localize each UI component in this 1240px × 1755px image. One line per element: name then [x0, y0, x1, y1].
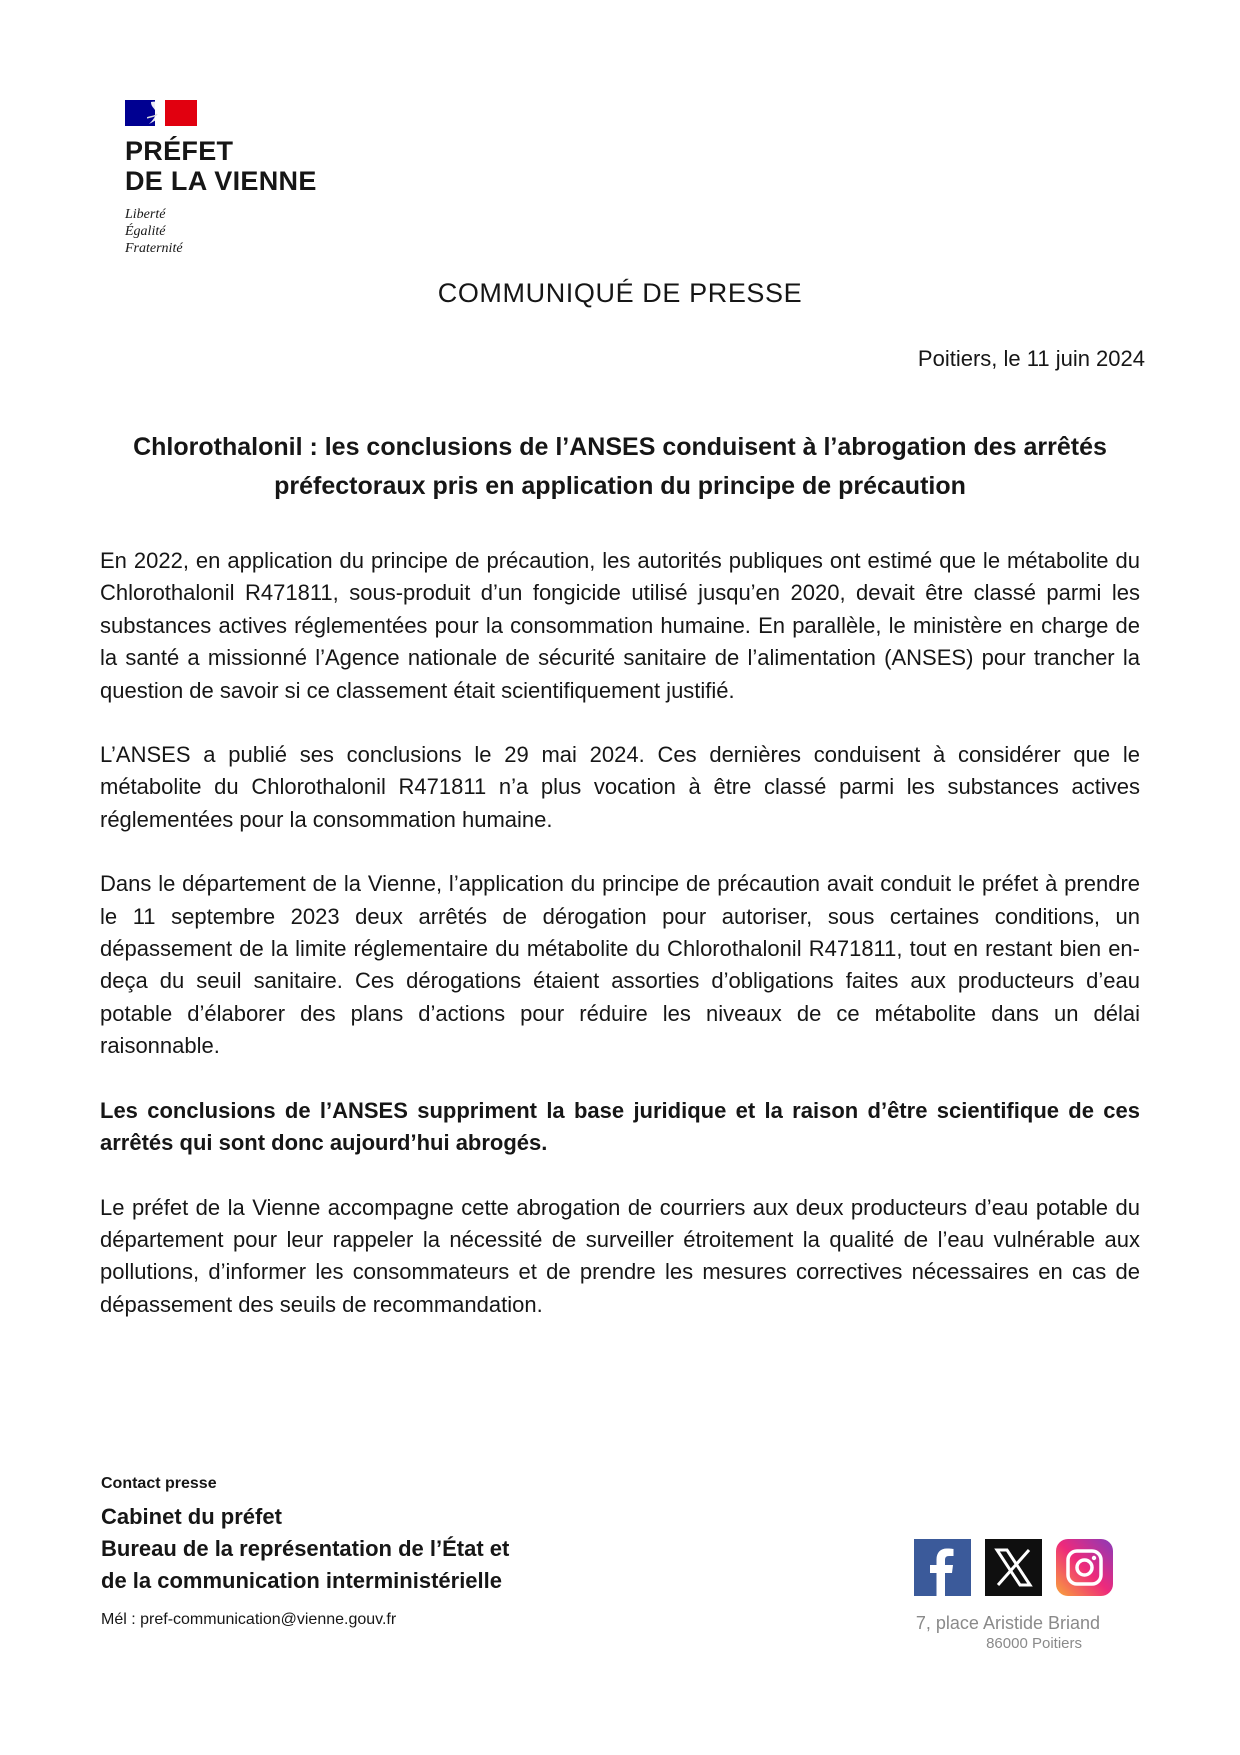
social-links	[914, 1539, 1113, 1596]
motto	[125, 206, 325, 257]
press-release-body	[100, 545, 1140, 1353]
logo-line-1: PRÉFET	[125, 136, 234, 166]
x-icon[interactable]	[985, 1539, 1042, 1596]
contact-line-3: de la communication interministérielle	[101, 1568, 502, 1593]
contact-line-1: Cabinet du préfet	[101, 1504, 282, 1529]
paragraph-4-highlight: Les conclusions de l’ANSES suppriment la base juridique et la raison d’être scientifique de ces arrêtés qui sont donc aujourd’hui abrogés.	[100, 1097, 1140, 1156]
contact-label: Contact presse	[101, 1475, 217, 1492]
motto-fraternite: Fraternité	[125, 241, 183, 256]
address-street: 7, place Aristide Briand	[915, 1613, 1100, 1633]
paragraph-1: En 2022, en application du principe de précaution, les autorités publiques ont estimé que le métabolite du Chlorothalonil R471811, sous-produit d’un fongicide utilisé jusqu’en 2020, devait être classé parmi les substances actives réglementées pour la consommation humaine. En parallèle, le ministère en charge de la santé a missionné l’Agence nationale de sécurité sanitaire de l’alimentation (ANSES) pour trancher la question de savoir si ce classement était scientifiquement justifié.	[100, 548, 1140, 703]
press-release-title: Chlorothalonil : les conclusions de l’ANSES conduisent à l’abrogation des arrêtés préfectoraux pris en application du principe de précaution	[133, 433, 1107, 500]
motto-liberte: Liberté	[125, 207, 166, 222]
facebook-icon[interactable]	[914, 1539, 971, 1596]
press-contact	[101, 1474, 509, 1629]
paragraph-3: Dans le département de la Vienne, l’application du principe de précaution avait conduit le préfet à prendre le 11 septembre 2023 deux arrêtés de dérogation pour autoriser, sous certaines conditions, un dépassement de la limite réglementaire du métabolite du Chlorothalonil R471811, tout en restant bien en-deça du seuil sanitaire. Ces dérogations étaient assorties d’obligations faites aux producteurs d’eau potable d’élaborer des plans d’actions pour réduire les niveaux de ce métabolite dans un délai raisonnable.	[100, 871, 1140, 1059]
paragraph-2: L’ANSES a publié ses conclusions le 29 mai 2024. Ces dernières conduisent à considérer que le métabolite du Chlorothalonil R471811 n’a plus vocation à être classé parmi les substances actives réglementées pour la consommation humaine.	[100, 742, 1140, 832]
document-type: COMMUNIQUÉ DE PRESSE	[437, 278, 803, 308]
contact-email[interactable]: Mél : pref-communication@vienne.gouv.fr	[101, 1611, 397, 1628]
address-city: 86000 Poitiers	[986, 1635, 1082, 1652]
instagram-icon[interactable]	[1056, 1539, 1113, 1596]
prefecture-logo	[125, 100, 325, 257]
prefecture-address	[860, 1612, 1100, 1654]
logo-line-2: DE LA VIENNE	[125, 166, 317, 196]
paragraph-5: Le préfet de la Vienne accompagne cette abrogation de courriers aux deux producteurs d’eau potable du département pour leur rappeler la nécessité de surveiller étroitement la qualité de l’eau vulnérable aux pollutions, d’informer les consommateurs et de prendre les mesures correctives nécessaires en cas de dépassement des seuils de recommandation.	[100, 1194, 1140, 1317]
contact-line-2: Bureau de la représentation de l’État et	[101, 1536, 510, 1561]
marianne-flag-icon	[125, 100, 197, 126]
motto-egalite: Égalité	[125, 224, 166, 239]
document-date: Poitiers, le 11 juin 2024	[917, 346, 1145, 371]
